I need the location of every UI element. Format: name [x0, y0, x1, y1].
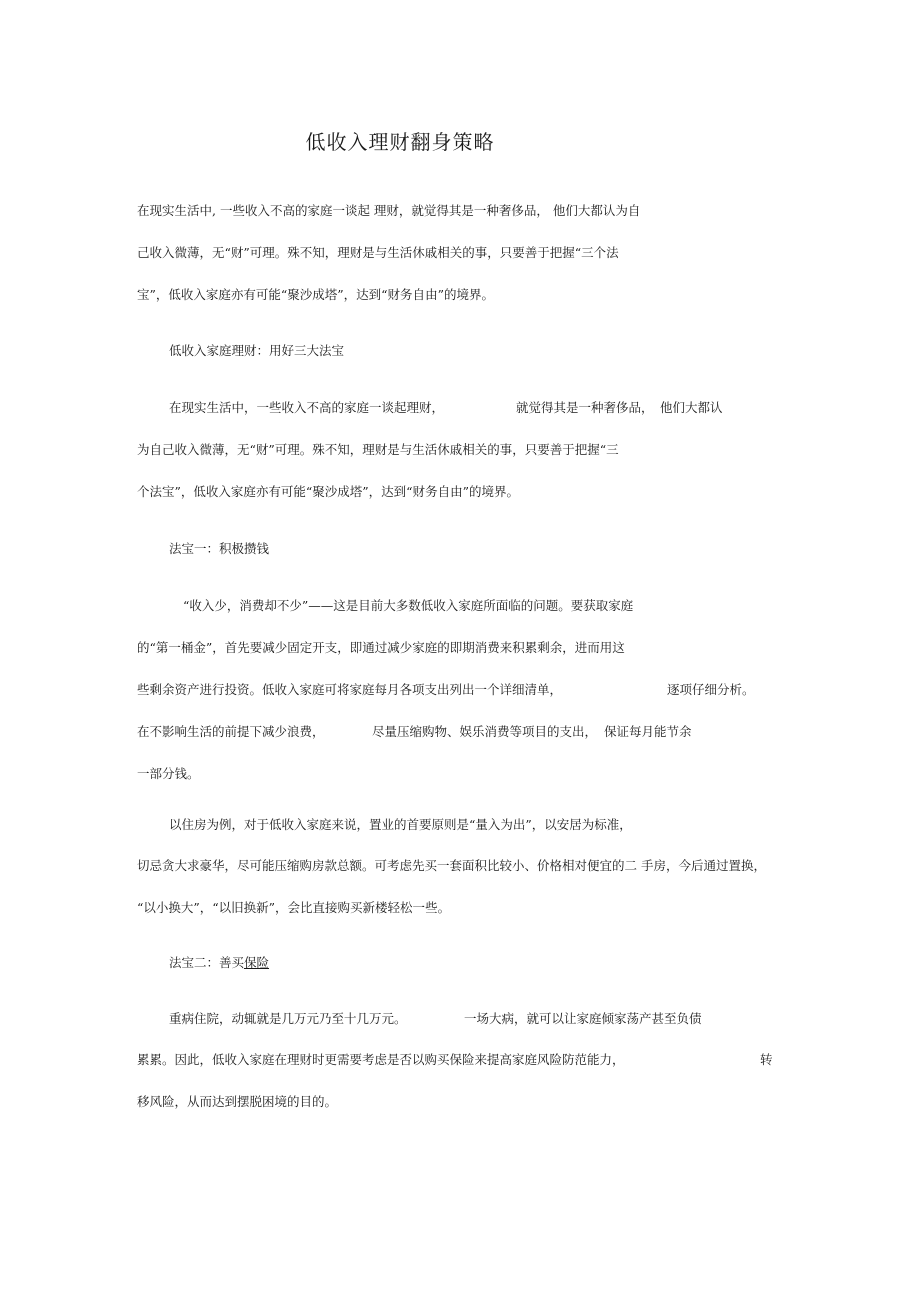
para3-line-4a: 在不影响生活的前提下减少浪费，: [137, 724, 325, 739]
insurance-link[interactable]: 保险: [244, 955, 270, 970]
para3-line-3b: 逐项仔细分析。: [667, 682, 755, 697]
para4-line-1: 以住房为例，对于低收入家庭来说，置业的首要原则是“量入为出”，以安居为标准，: [169, 817, 632, 832]
para5-line-2b: 转: [760, 1052, 773, 1067]
intro-line-1: 在现实生活中, 一些收入不高的家庭一谈起 理财，就觉得其是一种奢侈品， 他们大都认为自: [137, 203, 641, 218]
para4-line-3: “以小换大”，“以旧换新”，会比直接购买新楼轻松一些。: [137, 900, 451, 915]
para5-line-3: 移风险，从而达到摆脱困境的目的。: [137, 1094, 338, 1109]
document-title: 低收入理财翻身策略: [305, 130, 495, 154]
para2-line-1a: 在现实生活中，一些收入不高的家庭一谈起理财，: [169, 400, 445, 415]
para2-line-1c: 他们大都认: [660, 400, 723, 415]
section-heading-1: 法宝一：积极攒钱: [169, 541, 270, 556]
intro-line-3: 宝”，低收入家庭亦有可能“聚沙成塔”，达到“财务自由”的境界。: [137, 287, 494, 302]
para3-line-2: 的“第一桶金”，首先要减少固定开支，即通过减少家庭的即期消费来积累剩余，进而用这: [137, 640, 625, 655]
para3-line-3a: 些剩余资产进行投资。低收入家庭可将家庭每月各项支出列出一个详细清单，: [137, 682, 563, 697]
section-heading-2: [169, 955, 269, 971]
para5-line-1b: 一场大病，就可以让家庭倾家荡产甚至负债: [464, 1011, 702, 1026]
section-heading-2-prefix: 法宝二：善买: [169, 955, 245, 970]
para5-line-1a: 重病住院，动辄就是几万元乃至十几万元。: [169, 1011, 407, 1026]
intro-line-2: 己收入微薄，无“财”可理。殊不知，理财是与生活休戚相关的事，只要善于把握“三个法: [137, 245, 619, 260]
para3-line-5: 一部分钱。: [137, 766, 200, 781]
para2-line-1b: 就觉得其是一种奢侈品，: [516, 400, 654, 415]
para2-line-3: 个法宝”，低收入家庭亦有可能“聚沙成塔”，达到“财务自由”的境界。: [137, 484, 519, 499]
para2-line-2: 为自己收入微薄，无“财”可理。殊不知，理财是与生活休戚相关的事，只要善于把握“三: [137, 442, 619, 457]
para4-line-2: 切忌贪大求豪华，尽可能压缩购房款总额。可考虑先买一套面积比较小、价格相对便宜的二 手房，今后通过置换，: [137, 858, 766, 873]
main-heading: 低收入家庭理财：用好三大法宝: [169, 343, 345, 358]
para3-line-4c: 保证每月能节余: [604, 724, 692, 739]
para5-line-2a: 累累。因此，低收入家庭在理财时更需要考虑是否以购买保险来提高家庭风险防范能力，: [137, 1052, 625, 1067]
para3-line-1: “收入少，消费却不少”——这是目前大多数低收入家庭所面临的问题。要获取家庭: [183, 598, 634, 613]
para3-line-4b: 尽量压缩购物、娱乐消费等项目的支出，: [372, 724, 598, 739]
